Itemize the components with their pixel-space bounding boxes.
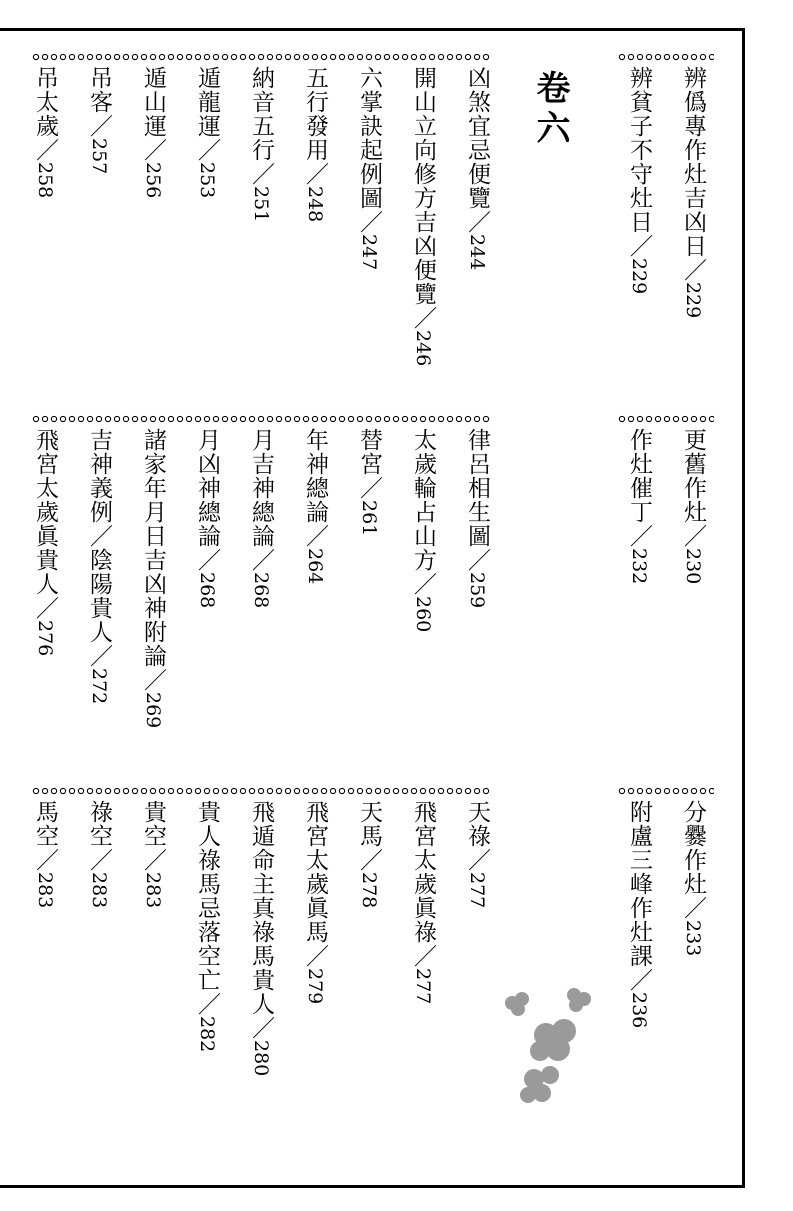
page-separator: ／: [32, 138, 58, 162]
toc-entry-title: 年神總論: [302, 428, 328, 524]
toc-entry-title: 飛宮太歲眞貴人: [32, 428, 58, 596]
clover-decoration: [498, 985, 608, 1110]
toc-entry: [356, 66, 382, 270]
toc-entry: [194, 800, 220, 1052]
page-separator: ／: [248, 162, 274, 186]
page-separator: ／: [680, 258, 706, 282]
toc-entry: [86, 66, 112, 174]
toc-entry-page: 261: [358, 500, 380, 537]
page-separator: ／: [302, 162, 328, 186]
page-separator: ／: [86, 644, 112, 668]
toc-entry-page: 260: [412, 596, 434, 633]
toc-entry: [626, 428, 652, 584]
toc-entry-page: 283: [88, 872, 110, 909]
toc-entry-title: 飛宮太歲眞祿: [410, 800, 436, 944]
toc-entry: [32, 428, 58, 656]
toc-entry: [626, 66, 652, 294]
toc-entry: [680, 800, 706, 956]
section-divider-dots: [618, 786, 714, 796]
toc-entry: [680, 66, 706, 318]
toc-entry: [248, 800, 274, 1076]
toc-entry-title: 天馬: [356, 800, 382, 848]
toc-entry: [32, 66, 58, 198]
toc-entry-page: 279: [304, 968, 326, 1005]
page-separator: ／: [464, 548, 490, 572]
toc-entry-title: 辨僞專作灶吉凶日: [680, 66, 706, 258]
page-separator: ／: [140, 138, 166, 162]
toc-entry: [302, 66, 328, 222]
toc-entry-page: 283: [142, 872, 164, 909]
volume-heading: 卷六: [530, 70, 570, 150]
toc-entry: [248, 66, 274, 222]
page-separator: ／: [356, 210, 382, 234]
toc-entry-title: 吊太歲: [32, 66, 58, 138]
page-separator: ／: [464, 848, 490, 872]
toc-entry-page: 268: [250, 572, 272, 609]
toc-entry: [140, 800, 166, 908]
toc-entry-title: 辨貧子不守灶日: [626, 66, 652, 234]
page-separator: ／: [464, 210, 490, 234]
toc-entry-title: 替宮: [356, 428, 382, 476]
toc-entry: [410, 800, 436, 1004]
toc-entry-title: 太歲輪占山方: [410, 428, 436, 572]
toc-entry-title: 吉神義例／陰陽貴人: [86, 428, 112, 644]
page-separator: ／: [32, 848, 58, 872]
toc-entry: [410, 66, 436, 366]
toc-entry-title: 凶煞宜忌便覽: [464, 66, 490, 210]
toc-entry-title: 作灶催丁: [626, 428, 652, 524]
toc-entry-page: 269: [142, 692, 164, 729]
toc-entry-page: 268: [196, 572, 218, 609]
toc-entry: [32, 800, 58, 908]
section-divider-dots: [32, 786, 490, 796]
toc-entry-page: 251: [250, 186, 272, 223]
toc-entry-title: 月吉神總論: [248, 428, 274, 548]
toc-entry-page: 256: [142, 162, 164, 199]
toc-entry-title: 月凶神總論: [194, 428, 220, 548]
toc-entry-title: 更舊作灶: [680, 428, 706, 524]
toc-entry: [464, 800, 490, 908]
page-separator: ／: [86, 114, 112, 138]
toc-entry-page: 282: [196, 1016, 218, 1053]
page-separator: ／: [410, 572, 436, 596]
toc-entry-title: 遁山運: [140, 66, 166, 138]
toc-entry-page: 229: [628, 258, 650, 295]
page-separator: ／: [410, 306, 436, 330]
section-divider-dots: [618, 414, 714, 424]
page-separator: ／: [248, 1016, 274, 1040]
toc-entry-title: 分爨作灶: [680, 800, 706, 896]
toc-entry: [140, 66, 166, 198]
toc-entry-page: 259: [466, 572, 488, 609]
toc-entry: [464, 66, 490, 270]
toc-entry: [86, 800, 112, 908]
page-separator: ／: [356, 476, 382, 500]
toc-entry-page: 280: [250, 1040, 272, 1077]
toc-entry-title: 五行發用: [302, 66, 328, 162]
toc-entry-title: 開山立向修方吉凶便覽: [410, 66, 436, 306]
toc-entry: [302, 800, 328, 1004]
toc-entry-page: 232: [628, 548, 650, 585]
toc-entry: [194, 428, 220, 608]
toc-entry-page: 278: [358, 872, 380, 909]
toc-entry: [248, 428, 274, 608]
toc-entry-page: 229: [682, 282, 704, 319]
page-separator: ／: [194, 548, 220, 572]
page-separator: ／: [86, 848, 112, 872]
toc-entry-title: 祿空: [86, 800, 112, 848]
toc-entry-title: 遁龍運: [194, 66, 220, 138]
section-divider-dots: [32, 52, 490, 62]
toc-entry-page: 283: [34, 872, 56, 909]
toc-entry-title: 飛遁命主真祿馬貴人: [248, 800, 274, 1016]
page-separator: ／: [626, 968, 652, 992]
page-separator: ／: [302, 524, 328, 548]
toc-entry: [680, 428, 706, 584]
page-separator: ／: [194, 992, 220, 1016]
page-separator: ／: [302, 944, 328, 968]
page-separator: ／: [680, 896, 706, 920]
section-divider-dots: [618, 52, 714, 62]
toc-entry-title: 馬空: [32, 800, 58, 848]
toc-entry-title: 六掌訣起例圖: [356, 66, 382, 210]
toc-entry-page: 230: [682, 548, 704, 585]
toc-entry-page: 272: [88, 668, 110, 705]
toc-entry-page: 236: [628, 992, 650, 1029]
toc-entry: [86, 428, 112, 704]
toc-entry-title: 貴人祿馬忌落空亡: [194, 800, 220, 992]
toc-entry-title: 貴空: [140, 800, 166, 848]
page-separator: ／: [140, 848, 166, 872]
toc-entry-title: 律呂相生圖: [464, 428, 490, 548]
toc-entry-title: 飛宮太歲眞馬: [302, 800, 328, 944]
page-separator: ／: [626, 234, 652, 258]
toc-entry-page: 257: [88, 138, 110, 175]
page-separator: ／: [194, 138, 220, 162]
toc-entry: [410, 428, 436, 632]
toc-entry-page: 277: [466, 872, 488, 909]
toc-entry-title: 附盧三峰作灶課: [626, 800, 652, 968]
page-separator: ／: [626, 524, 652, 548]
toc-entry: [356, 428, 382, 536]
toc-entry-page: 277: [412, 968, 434, 1005]
toc-entry: [194, 66, 220, 198]
toc-entry-title: 納音五行: [248, 66, 274, 162]
page-separator: ／: [410, 944, 436, 968]
toc-entry: [464, 428, 490, 608]
toc-entry-page: 258: [34, 162, 56, 199]
toc-entry-page: 247: [358, 234, 380, 271]
section-divider-dots: [32, 414, 490, 424]
toc-entry-page: 248: [304, 186, 326, 223]
toc-entry-page: 233: [682, 920, 704, 957]
toc-entry-page: 276: [34, 620, 56, 657]
page-separator: ／: [248, 548, 274, 572]
toc-entry-page: 244: [466, 234, 488, 271]
toc-entry-title: 吊客: [86, 66, 112, 114]
toc-entry-page: 253: [196, 162, 218, 199]
page-separator: ／: [32, 596, 58, 620]
page-separator: ／: [680, 524, 706, 548]
page-separator: ／: [140, 668, 166, 692]
page-separator: ／: [356, 848, 382, 872]
toc-entry-title: 諸家年月日吉凶神附論: [140, 428, 166, 668]
toc-entry-page: 246: [412, 330, 434, 367]
toc-entry-page: 264: [304, 548, 326, 585]
toc-entry: [626, 800, 652, 1028]
toc-entry: [356, 800, 382, 908]
toc-entry: [140, 428, 166, 728]
toc-entry-title: 天祿: [464, 800, 490, 848]
toc-entry: [302, 428, 328, 584]
